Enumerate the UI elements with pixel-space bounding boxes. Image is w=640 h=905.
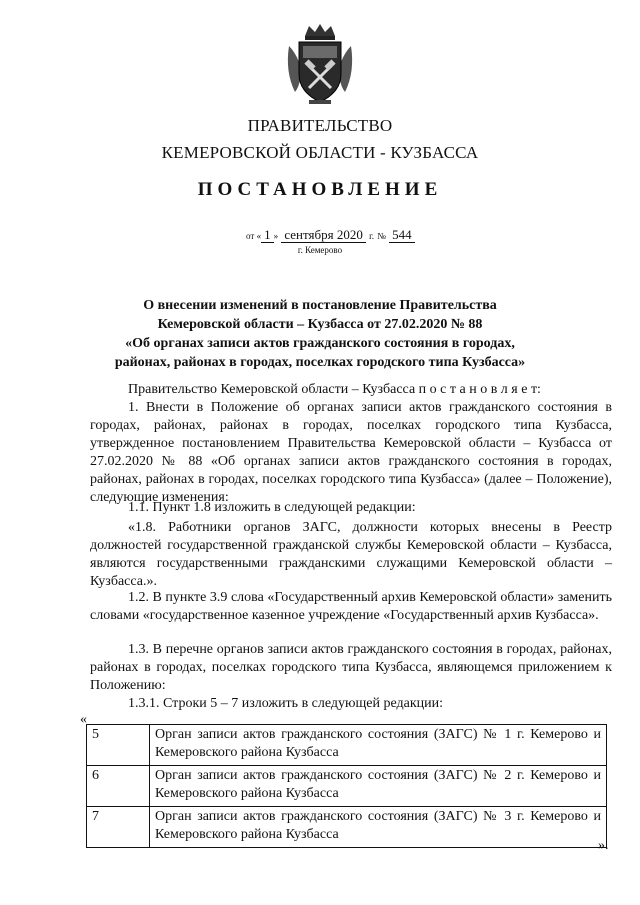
kuzbass-coat-of-arms-icon	[285, 22, 355, 106]
number-sign: №	[377, 231, 386, 241]
subject-line: районах, районах в городах, поселках городского типа Кузбасса»	[114, 355, 526, 370]
paragraph-item-1-3-1: 1.3.1. Строки 5 – 7 изложить в следующей редакции:	[128, 696, 444, 711]
subject-line: Кемеровской области – Кузбасса от 27.02.2020 № 88	[157, 317, 483, 332]
table-row	[87, 766, 607, 807]
government-name-line1: ПРАВИТЕЛЬСТВО	[247, 116, 393, 135]
year-suffix: г.	[369, 231, 375, 241]
replacement-rows-table	[86, 724, 607, 848]
table-cell-number: 7	[87, 807, 150, 848]
subject-line: О внесении изменений в постановление Правительства	[143, 298, 497, 313]
table-cell-text: Орган записи актов гражданского состояния (ЗАГС) № 3 г. Кемерово и Кемеровского района Кузбасса	[150, 807, 607, 848]
quote-close: ».	[598, 838, 609, 853]
table-cell-number: 5	[87, 725, 150, 766]
table-row	[87, 725, 607, 766]
date-day: 1	[261, 227, 274, 243]
paragraph-item-1: 1. Внести в Положение об органах записи актов гражданского состояния в городах, районах, районах в городах, поселках городского типа Кузбасса, утвержденное постановлением Правительства Кемеровской области – Кузбасса от 27.02.2020 № 88 «Об органах записи актов гражданского состояния в городах, районах, районах в городах, поселках городского типа Кузбасса» (далее – Положение), следующие изменения:	[90, 400, 612, 505]
government-name-line2: КЕМЕРОВСКОЙ ОБЛАСТИ - КУЗБАССА	[161, 143, 479, 162]
paragraph-item-1-3: 1.3. В перечне органов записи актов гражданского состояния в городах, районах, районах в городах, поселках городского типа Кузбасса, являющемся приложением к Положению:	[90, 642, 612, 693]
quote-open: «	[80, 712, 87, 727]
paragraph-item-1-1-text: «1.8. Работники органов ЗАГС, должности которых внесены в Реестр должностей государственной гражданской службы Кемеровской области – Кузбасса, являются государственными гражданскими служащими Кемеровской области – Кузбасса.».	[90, 520, 612, 589]
date-prefix: от «	[246, 231, 262, 241]
paragraph-item-1-1: 1.1. Пункт 1.8 изложить в следующей редакции:	[128, 500, 416, 515]
paragraph-item-1-2: 1.2. В пункте 3.9 слова «Государственный архив Кемеровской области» заменить словами «государственное казенное учреждение «Государственный архив Кузбасса».	[90, 590, 612, 623]
subject-line: «Об органах записи актов гражданского состояния в городах,	[125, 336, 515, 351]
document-number: 544	[389, 227, 415, 243]
intro-paragraph: Правительство Кемеровской области – Кузбасса п о с т а н о в л я е т:	[128, 382, 541, 397]
date-month-year: сентября 2020	[281, 227, 366, 243]
document-type-title: ПОСТАНОВЛЕНИЕ	[197, 179, 443, 200]
date-mid: »	[273, 231, 279, 241]
city-label: г. Кемерово	[297, 245, 343, 255]
table-cell-number: 6	[87, 766, 150, 807]
table-cell-text: Орган записи актов гражданского состояния (ЗАГС) № 2 г. Кемерово и Кемеровского района Кузбасса	[150, 766, 607, 807]
date-number-line	[246, 227, 415, 243]
document-subject	[90, 296, 550, 372]
table-row	[87, 807, 607, 848]
table-cell-text: Орган записи актов гражданского состояния (ЗАГС) № 1 г. Кемерово и Кемеровского района Кузбасса	[150, 725, 607, 766]
